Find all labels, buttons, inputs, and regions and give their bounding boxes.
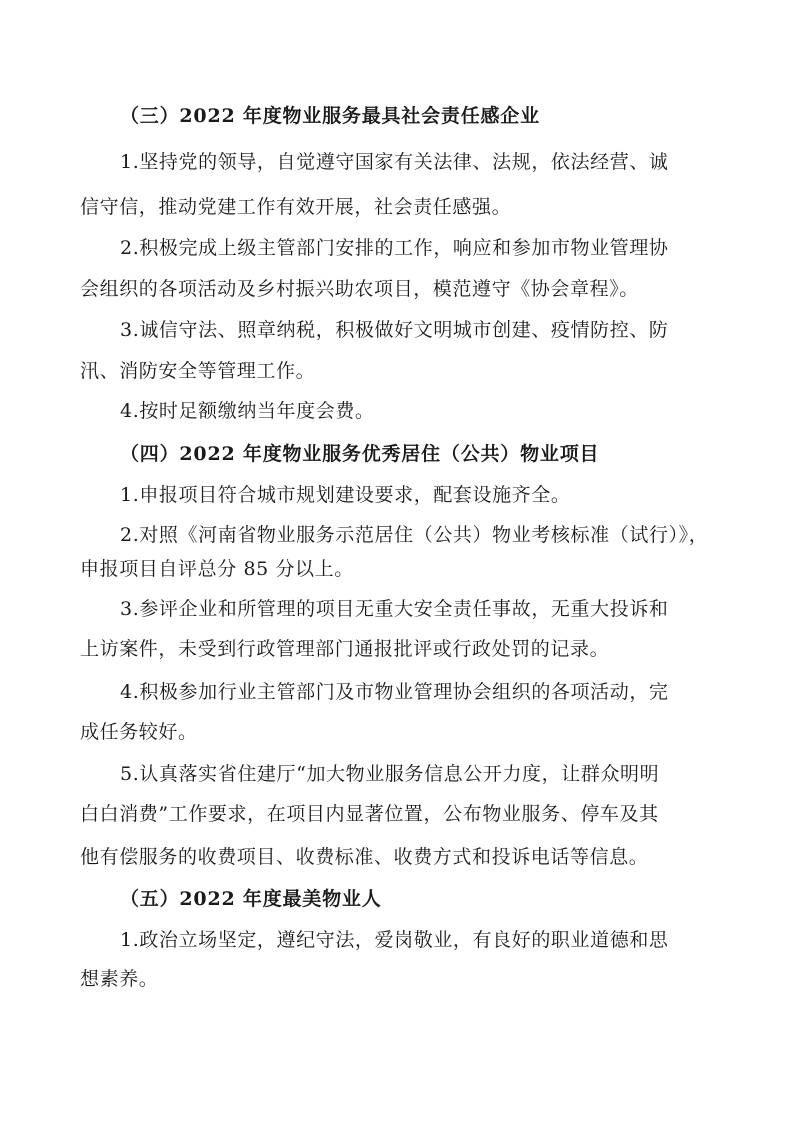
paragraph-line: 4.积极参加行业主管部门及市物业管理协会组织的各项活动，完 — [120, 681, 669, 703]
paragraph-line: 1.政治立场坚定，遵纪守法，爱岗敬业，有良好的职业道德和思 — [120, 929, 669, 951]
paragraph-line: 1.申报项目符合城市规划建设要求，配套设施齐全。 — [120, 484, 571, 506]
paragraph-line: 汛、消防安全等管理工作。 — [80, 360, 316, 382]
paragraph-line: 1.坚持党的领导，自觉遵守国家有关法律、法规，依法经营、诚 — [120, 151, 669, 173]
paragraph-line: 2.积极完成上级主管部门安排的工作，响应和参加市物业管理协 — [120, 237, 669, 259]
paragraph-line: 5.认真落实省住建厅“加大物业服务信息公开力度，让群众明明 — [120, 763, 660, 785]
paragraph-line: 上访案件，未受到行政管理部门通报批评或行政处罚的记录。 — [80, 638, 610, 660]
paragraph-line: 白白消费”工作要求，在项目内显著位置，公布物业服务、停车及其 — [80, 803, 659, 825]
paragraph-line: 2.对照《河南省物业服务示范居住（公共）物业考核标准（试行）》， — [120, 524, 709, 546]
section-heading-4: （四）2022 年度物业服务优秀居住（公共）物业项目 — [120, 443, 600, 465]
paragraph-line: 3.诚信守法、照章纳税，积极做好文明城市创建、疫情防控、防 — [120, 319, 669, 341]
paragraph-line: 信守信，推动党建工作有效开展，社会责任感强。 — [80, 196, 512, 218]
paragraph-line: 会组织的各项活动及乡村振兴助农项目，模范遵守《协会章程》。 — [80, 278, 639, 300]
paragraph-line: 3.参评企业和所管理的项目无重大安全责任事故，无重大投诉和 — [120, 598, 669, 620]
paragraph-line: 4.按时足额缴纳当年度会费。 — [120, 400, 375, 422]
paragraph-line: 成任务较好。 — [80, 721, 198, 743]
paragraph-line: 想素养。 — [80, 968, 159, 990]
section-heading-5: （五）2022 年度最美物业人 — [120, 888, 382, 910]
paragraph-line: 申报项目自评总分 85 分以上。 — [80, 558, 354, 580]
section-heading-3: （三）2022 年度物业服务最具社会责任感企业 — [120, 105, 540, 127]
paragraph-line: 他有偿服务的收费项目、收费标准、收费方式和投诉电话等信息。 — [80, 846, 649, 868]
